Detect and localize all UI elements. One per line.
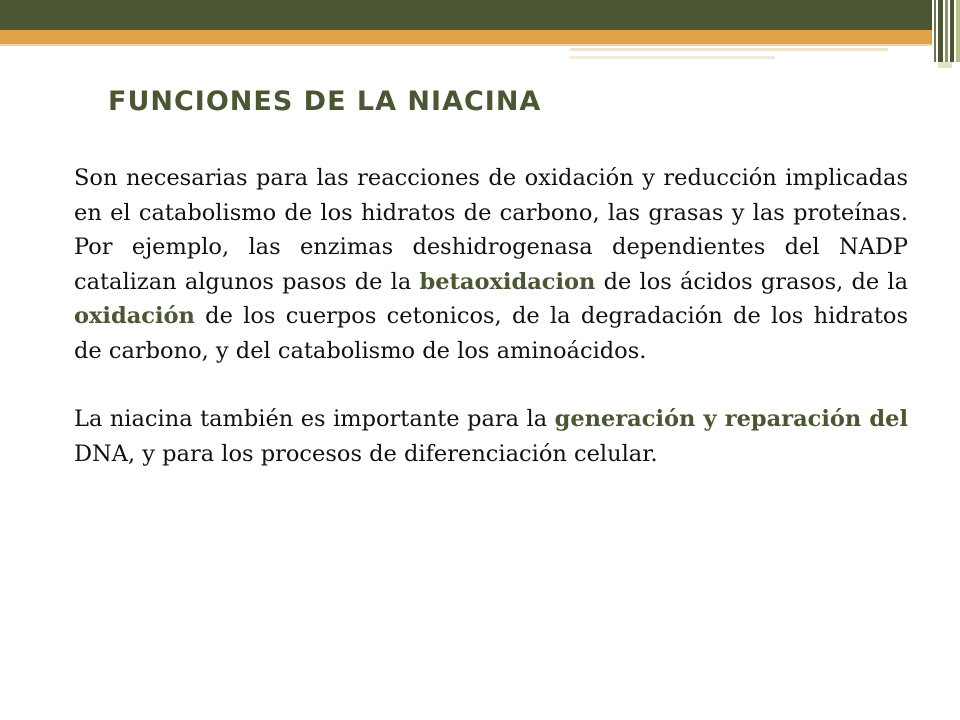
decorative-bar (570, 48, 888, 51)
paragraph-text: La niacina también es importante para la (74, 406, 555, 432)
highlight-term: generación y reparación del (554, 406, 909, 432)
header-light-line (0, 44, 932, 46)
paragraph-text: Son necesarias para las reacciones de oxidación y reducción implicadas en el catabolismo de los hidratos de carbono, las grasas y las proteínas. Por ejemplo, las enzimas deshidrogenasa dependientes del NADP catalizan algunos pasos de la (74, 165, 908, 295)
highlight-term: oxidación (74, 303, 195, 329)
header-orange-band (0, 30, 932, 44)
decorative-stripes-lower (938, 62, 952, 68)
decorative-stripes (934, 0, 960, 62)
slide-title: FUNCIONES DE LA NIACINA (108, 86, 542, 117)
paragraph-2 (74, 402, 908, 471)
decorative-bar (570, 56, 775, 59)
paragraph-1 (74, 161, 908, 368)
header-dark-band (0, 0, 932, 30)
highlight-term: betaoxidacion (419, 268, 596, 295)
paragraph-text: DNA, y para los procesos de diferenciación celular. (74, 440, 658, 467)
slide-body (74, 161, 908, 471)
paragraph-text: de los cuerpos cetonicos, de la degradación de los hidratos de carbono, y del catabolismo de los aminoácidos. (74, 303, 908, 364)
paragraph-text: de los ácidos grasos, de la (595, 268, 908, 295)
